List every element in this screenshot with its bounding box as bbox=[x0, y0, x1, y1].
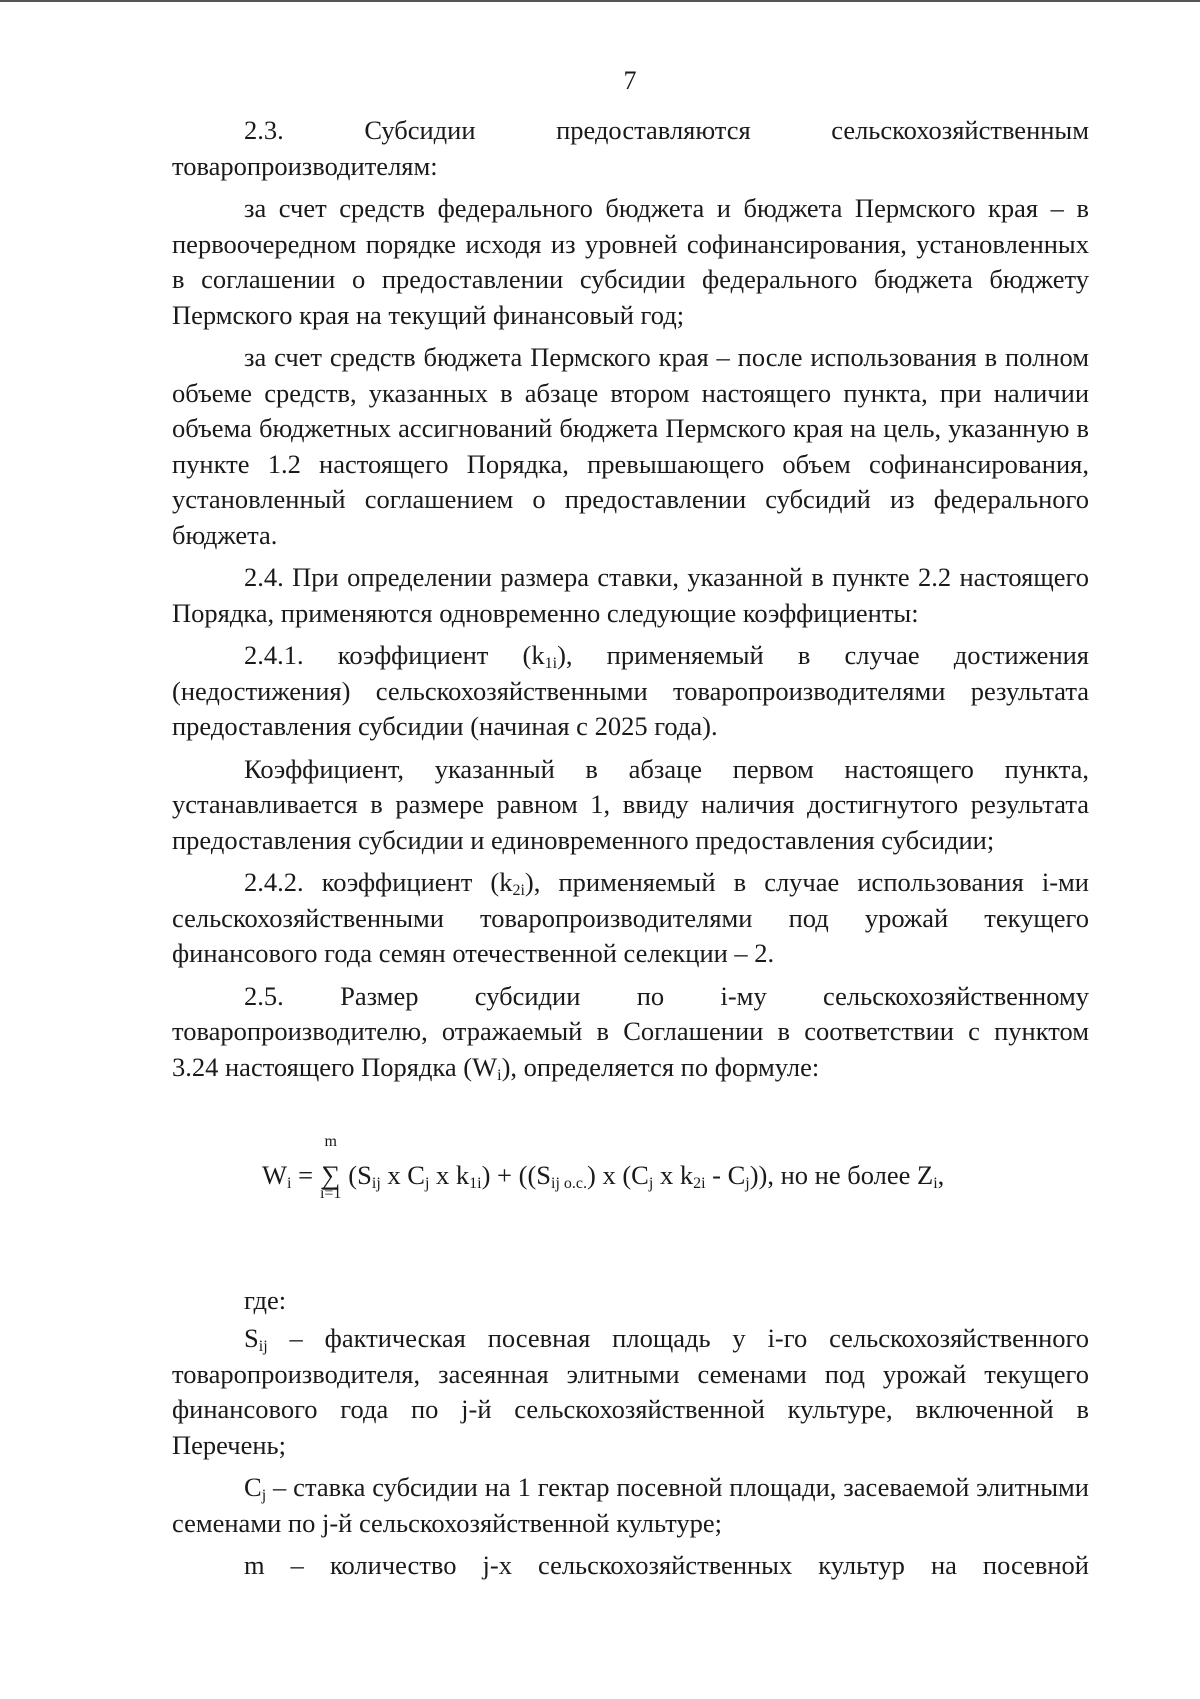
paragraph-2-3-line1: 2.3. Субсидии предоставляются сельскохозяйственным bbox=[244, 115, 1090, 145]
paragraph-regional-budget: за счет средств бюджета Пермского края – после использования в полном объеме средств, указанных в абзаце втором настоящего пункта, при наличии объема бюджетных ассигнований бюджета Пермского края на цель, указанную в пункте 1.2 настоящего Порядка, превышающего объем софинансирования, установленный соглашением о предоставлении субсидий из федерального бюджета. bbox=[172, 342, 1089, 550]
page-top-edge bbox=[0, 0, 1200, 2]
paragraph-coefficient-note: Коэффициент, указанный в абзаце первом настоящего пункта, устанавливается в размере равном 1, ввиду наличия достигнутого результата предоставления субсидии и единовременного предоставления субсидии; bbox=[172, 753, 1089, 855]
summation-symbol: m ∑ i=1 bbox=[319, 1133, 342, 1202]
page-number: 7 bbox=[623, 66, 637, 95]
subsidy-formula: $W_i$ = m ∑ i=1 ($S_{ij}$ x $C_j$ x $k_{1i}) + ((S_{ij o.c.})$ x ($C_j$ x $k_{2i} - C_j$)), но не более $Z_i$, bbox=[262, 1133, 945, 1202]
definition-s-ij: $S_{ij}$ – фактическая посевная площадь у i-го сельскохозяйственного товаропроизводителя, засеянная элитными семенами под урожай текущего финансового года по j-й сельскохозяйственной культуре, включенной в Перечень; bbox=[172, 1323, 1089, 1460]
document-body-top bbox=[172, 113, 1089, 1085]
paragraph-2-3-line2: товаропроизводителям: bbox=[172, 150, 438, 181]
where-label: где: bbox=[244, 1285, 287, 1315]
paragraph-2-5: 2.5. Размер субсидии по i-му сельскохозяйственному товаропроизводителю, отражаемый в Соглашении в соответствии с пунктом 3.24 настоящего Порядка $(W_i)$, определяется по формуле: bbox=[172, 980, 1089, 1084]
paragraph-2-4-2: 2.4.2. коэффициент $(k_{2i})$, применяемый в случае использования i-ми сельскохозяйственными товаропроизводителями под урожай текущего финансового года семян отечественной селекции – 2. bbox=[172, 867, 1089, 968]
definition-m: m – количество j-х сельскохозяйственных культур на посевной bbox=[244, 1550, 1089, 1580]
paragraph-2-4-1: 2.4.1. коэффициент $(k_{1i})$, применяемый в случае достижения (недостижения) сельскохозяйственными товаропроизводителями результата предоставления субсидии (начиная с 2025 года). bbox=[172, 640, 1089, 741]
paragraph-federal-budget: за счет средств федерального бюджета и бюджета Пермского края – в первоочередном порядке исходя из уровней софинансирования, установленных в соглашении о предоставлении субсидии федерального бюджета бюджету Пермского края на текущий финансовый год; bbox=[172, 193, 1089, 330]
document-body-definitions bbox=[172, 1321, 1089, 1584]
paragraph-2-4: 2.4. При определении размера ставки, указанной в пункте 2.2 настоящего Порядка, применяются одновременно следующие коэффициенты: bbox=[172, 562, 1089, 628]
definition-c-j: $C_j$ – ставка субсидии на 1 гектар посевной площади, засеваемой элитными семенами по j-й сельскохозяйственной культуре; bbox=[172, 1472, 1089, 1538]
